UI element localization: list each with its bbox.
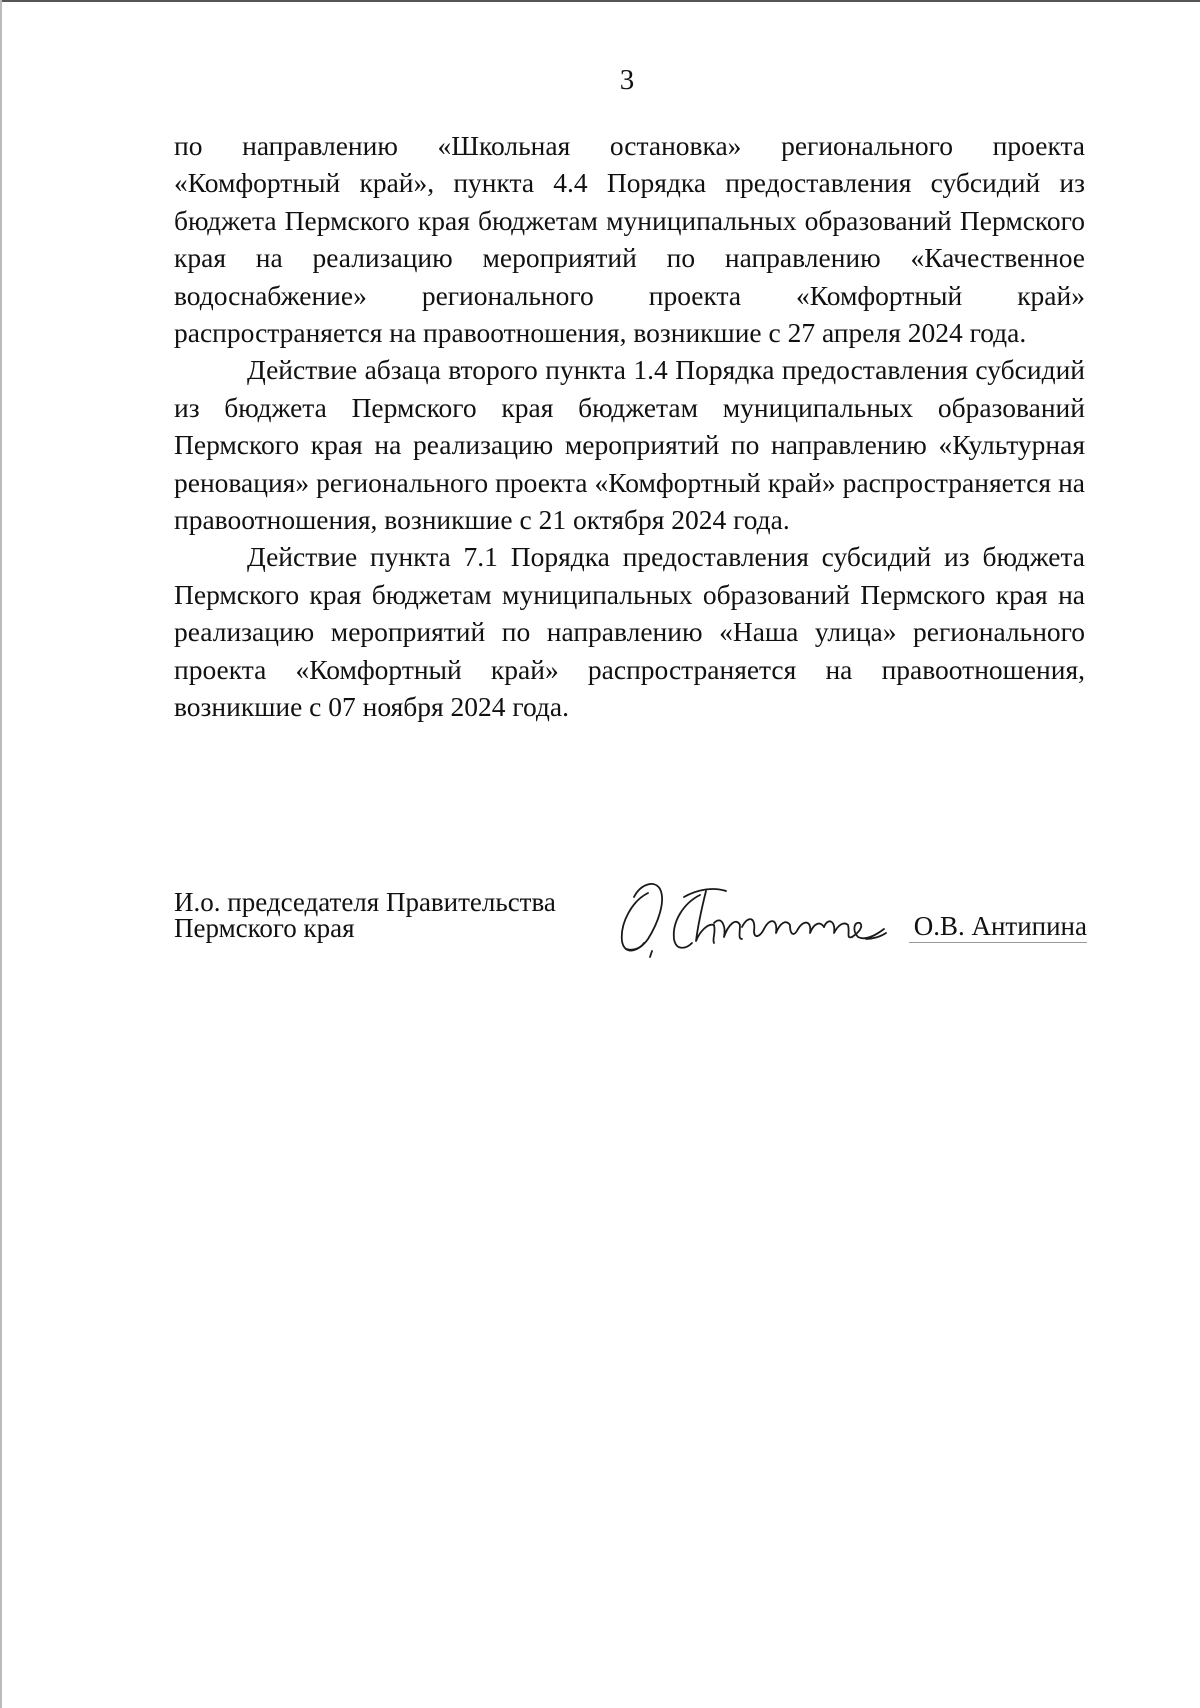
signatory-title-line-1: И.о. председателя Правительства: [174, 887, 556, 917]
paragraph-our-street: Действие пункта 7.1 Порядка предоставления субсидий из бюджета Пермского края бюджетам муниципальных образований Пермского края на реализацию мероприятий по направлению «Наша улица» регионального проекта «Комфортный край» распространяется на правоотношения, возникшие с 07 ноября 2024 года.: [174, 541, 1085, 723]
signature-underline: [909, 942, 1087, 943]
signatory-title: [174, 889, 594, 941]
handwritten-signature: [614, 877, 899, 959]
scan-edge-top: [0, 0, 1200, 2]
paragraph-continuation: по направлению «Школьная остановка» регионального проекта «Комфортный край», пункта 4.4 Порядка предоставления субсидий из бюджета Пермского края бюджетам муниципальных образований Пермского края на реализацию мероприятий по направлению «Качественное водоснабжение» регионального проекта «Комфортный край» распространяется на правоотношения, возникшие с 27 апреля 2024 года.: [174, 130, 1085, 349]
page-number: 3: [619, 64, 635, 96]
paragraph-culture-renovation: Действие абзаца второго пункта 1.4 Порядка предоставления субсидий из бюджета Пермского края бюджетам муниципальных образований Пермского края на реализацию мероприятий по направлению «Культурная реновация» регионального проекта «Комфортный край» распространяется на правоотношения, возникшие с 21 октября 2024 года.: [174, 354, 1085, 536]
scan-edge-left: [0, 0, 2, 1708]
signatory-name: О.В. Антипина: [913, 911, 1087, 941]
signature-block: [174, 889, 1085, 969]
signatory-title-line-2: Пермского края: [174, 913, 355, 943]
document-body: [174, 127, 1085, 726]
